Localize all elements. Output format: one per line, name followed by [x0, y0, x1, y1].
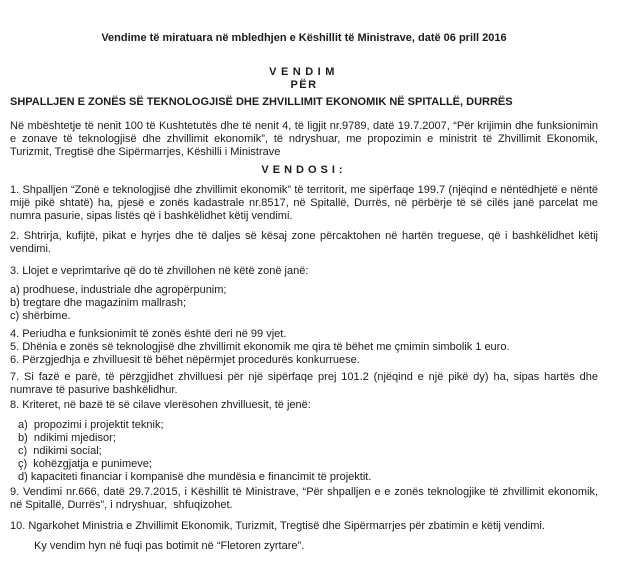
- activities-item-c: c) shërbime.: [10, 310, 71, 322]
- closing-sentence: Ky vendim hyn në fuqi pas botimit në “Fletoren zyrtare”.: [34, 540, 305, 552]
- preamble-paragraph: Në mbështetje të nenit 100 të Kushtetutës dhe të nenit 4, të ligjit nr.9789, datë 19.7.2007, “Për krijimin dhe funksionimin e zonave të teknologjisë dhe zhvillimit ekonomik”, të ndryshuar, me propozimin e ministrit të Zhvillimit Ekonomik, Turizmit, Tregtisë dhe Sipërmarrjes, Këshilli i Ministrave: [10, 120, 602, 158]
- activities-item-a: a) prodhuese, industriale dhe agropërpunim;: [10, 284, 227, 296]
- criteria-item-b: b) ndikimi mjedisor;: [18, 432, 116, 444]
- document-header: Vendime të miratuara në mbledhjen e Këshillit të Ministrave, datë 06 prill 2016: [101, 32, 507, 44]
- decision-item-10: 10. Ngarkohet Ministria e Zhvillimit Ekonomik, Turizmit, Tregtisë dhe Sipërmarrjes për zbatimin e këtij vendimi.: [10, 520, 545, 532]
- decree-heading: VENDIM: [269, 66, 339, 78]
- activities-item-b: b) tregtare dhe magazinim mallrash;: [10, 297, 187, 309]
- decree-subject-title: SHPALLJEN E ZONËS SË TEKNOLOGJISË DHE ZHVILLIMIT EKONOMIK NË SPITALLË, DURRËS: [10, 96, 513, 108]
- decision-item-2: 2. Shtrirja, kufijtë, pikat e hyrjes dhe të daljes së kësaj zone përcaktohen në hartën treguese, që i bashkëlidhet këtij vendimi.: [10, 230, 602, 255]
- criteria-list: [10, 419, 598, 484]
- decree-heading-per: PËR: [290, 79, 318, 91]
- decision-item-8: 8. Kriteret, në bazë të së cilave vlerësohen zhvilluesit, të jenë:: [10, 399, 311, 411]
- decision-item-4: 4. Periudha e funksionimit të zonës është deri në 99 vjet.: [10, 328, 287, 340]
- decision-item-7: 7. Si fazë e parë, të përzgjidhet zhvilluesi për një sipërfaqe prej 101.2 (njëqind e një pikë dy) ha, sipas hartës dhe numrave të pasurive bashkëlidhur.: [10, 371, 602, 396]
- activities-list: [10, 284, 598, 323]
- decision-item-3: 3. Llojet e veprimtarive që do të zhvillohen në këtë zonë janë:: [10, 265, 309, 277]
- criteria-item-d: d) kapaciteti financiar i kompanisë dhe mundësia e financimit të projektit.: [18, 471, 372, 483]
- decision-items-4-5-6: [10, 328, 598, 367]
- decision-item-6: 6. Përzgjedhja e zhvilluesit të bëhet nëpërmjet procedurës konkurruese.: [10, 354, 360, 366]
- criteria-item-c-cedilla: ç) kohëzgjatja e punimeve;: [18, 458, 152, 470]
- criteria-item-c: c) ndikimi social;: [18, 445, 102, 457]
- criteria-item-a: a) propozimi i projektit teknik;: [18, 419, 164, 431]
- decision-item-1: 1. Shpalljen “Zonë e teknologjisë dhe zhvillimit ekonomik” të territorit, me sipërfaqe 199.7 (njëqind e nëntëdhjetë e nëntë mijë pikë shtatë) ha, pjesë e zonës kadastrale nr.8517, në Spitallë, Durrës, në përbërje të së cilës janë parcelat me numra pasurie, sipas listës që i bashkëlidhet këtij vendimi.: [10, 184, 602, 222]
- decision-item-5: 5. Dhënia e zonës së teknologjisë dhe zhvillimit ekonomik me qira të bëhet me çmimin simbolik 1 euro.: [10, 341, 510, 353]
- decision-item-9: 9. Vendimi nr.666, datë 29.7.2015, i Këshillit të Ministrave, “Për shpalljen e e zonës teknologjike të zhvillimit ekonomik, në Spitallë, Durrës”, i ndryshuar, shfuqizohet.: [10, 486, 602, 511]
- decides-heading: VENDOSI:: [261, 164, 347, 176]
